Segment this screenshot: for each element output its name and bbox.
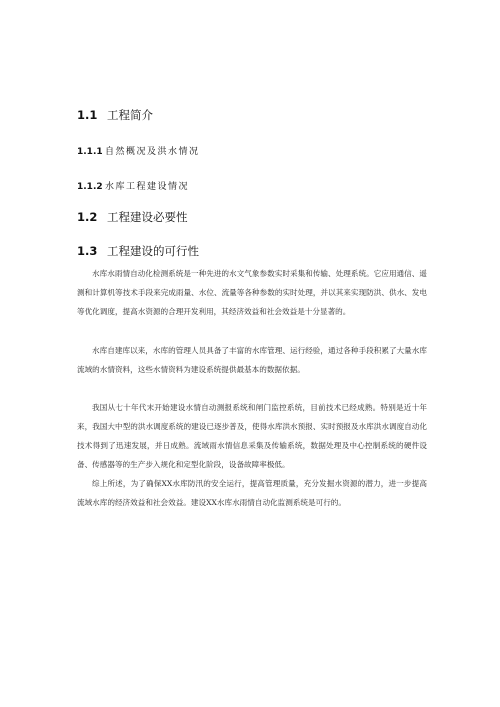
body-paragraph: 水库水雨情自动化检测系统是一种先进的水文气象参数实时采集和传输、处理系统。它应用通信、遥测和计算机等技术手段来完成雨量、水位、流量等各种参数的实时处理，并以其来实现防洪、供水、发电等优化调度，提高水资源的合理开发利用，其经济效益和社会效益是十分显著的。 xyxy=(77,269,427,316)
section-number: 1.3 xyxy=(77,244,98,258)
section-number: 1.1.1 xyxy=(77,147,103,157)
section-heading-1-3 xyxy=(77,243,199,259)
section-title: 工程建设的可行性 xyxy=(107,244,199,258)
section-number: 1.1 xyxy=(77,108,98,122)
section-number: 1.2 xyxy=(77,210,98,224)
body-paragraph: 水库自建库以来，水库的管理人员具备了丰富的水库管理、运行经验，通过各种手段积累了大量水库流域的水情资料，这些水情资料为建设系统提供最基本的数据依据。 xyxy=(77,346,427,374)
section-heading-1-1-2 xyxy=(77,179,189,192)
body-paragraph: 综上所述，为了确保XX水库防汛的安全运行，提高管理质量，充分发掘水资源的潜力，进一步提高流域水库的经济效益和社会效益。建设XX水库水雨情自动化监测系统是可行的。 xyxy=(77,479,427,507)
section-heading-1-2 xyxy=(77,209,188,225)
section-title: 自然概况及洪水情况 xyxy=(105,147,200,157)
section-heading-1-1-1 xyxy=(77,144,200,157)
section-heading-1-1 xyxy=(77,107,153,123)
section-number: 1.1.2 xyxy=(77,182,103,192)
section-title: 工程简介 xyxy=(107,108,153,122)
section-title: 水库工程建设情况 xyxy=(105,182,190,192)
section-title: 工程建设必要性 xyxy=(107,210,188,224)
body-paragraph: 我国从七十年代末开始建设水情自动测报系统和闸门监控系统，目前技术已经成熟。特别是近十年来，我国大中型的洪水调度系统的建设已逐步普及，使得水库洪水预报、实时预报及水库洪水调度自动化技术得到了迅速发展，并日成熟。流域雨水情信息采集及传输系统，数据处理及中心控制系统的硬件设备、传感器等的生产步入规化和定型化阶段，设备故障率极低。 xyxy=(77,403,427,469)
